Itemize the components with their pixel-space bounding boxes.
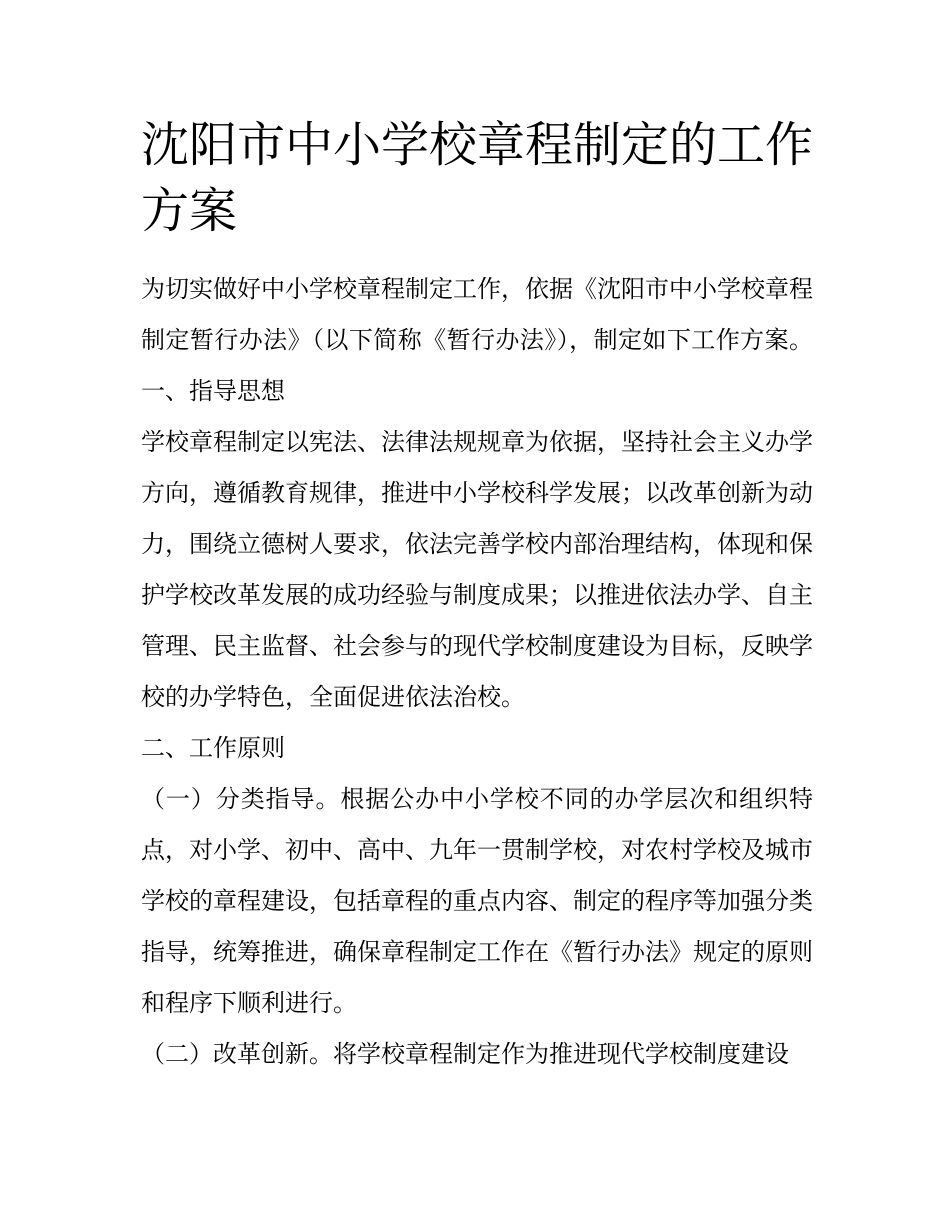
document-body xyxy=(141,264,813,1080)
paragraph-classified-guidance: （一）分类指导。根据公办中小学校不同的办学层次和组织特点，对小学、初中、高中、九年一贯制学校，对农村学校及城市学校的章程建设，包括章程的重点内容、制定的程序等加强分类指导，统筹推进，确保章程制定工作在《暂行办法》规定的原则和程序下顺利进行。 xyxy=(141,785,813,1017)
heading-work-principles: 二、工作原则 xyxy=(141,734,285,762)
document-page xyxy=(141,112,813,1080)
paragraph-guiding-thought: 学校章程制定以宪法、法律法规规章为依据，坚持社会主义办学方向，遵循教育规律，推进中小学校科学发展；以改革创新为动力，围绕立德树人要求，依法完善学校内部治理结构，体现和保护学校改革发展的成功经验与制度成果；以推进依法办学、自主管理、民主监督、社会参与的现代学校制度建设为目标，反映学校的办学特色，全面促进依法治校。 xyxy=(141,428,813,711)
paragraph-intro: 为切实做好中小学校章程制定工作，依据《沈阳市中小学校章程制定暂行办法》（以下简称《暂行办法》），制定如下工作方案。 一、指导思想 xyxy=(141,275,813,405)
document-title: 沈阳市中小学校章程制定的工作方案 xyxy=(141,117,814,239)
paragraph-reform-innovation: （二）改革创新。将学校章程制定作为推进现代学校制度建设 xyxy=(141,1040,789,1068)
